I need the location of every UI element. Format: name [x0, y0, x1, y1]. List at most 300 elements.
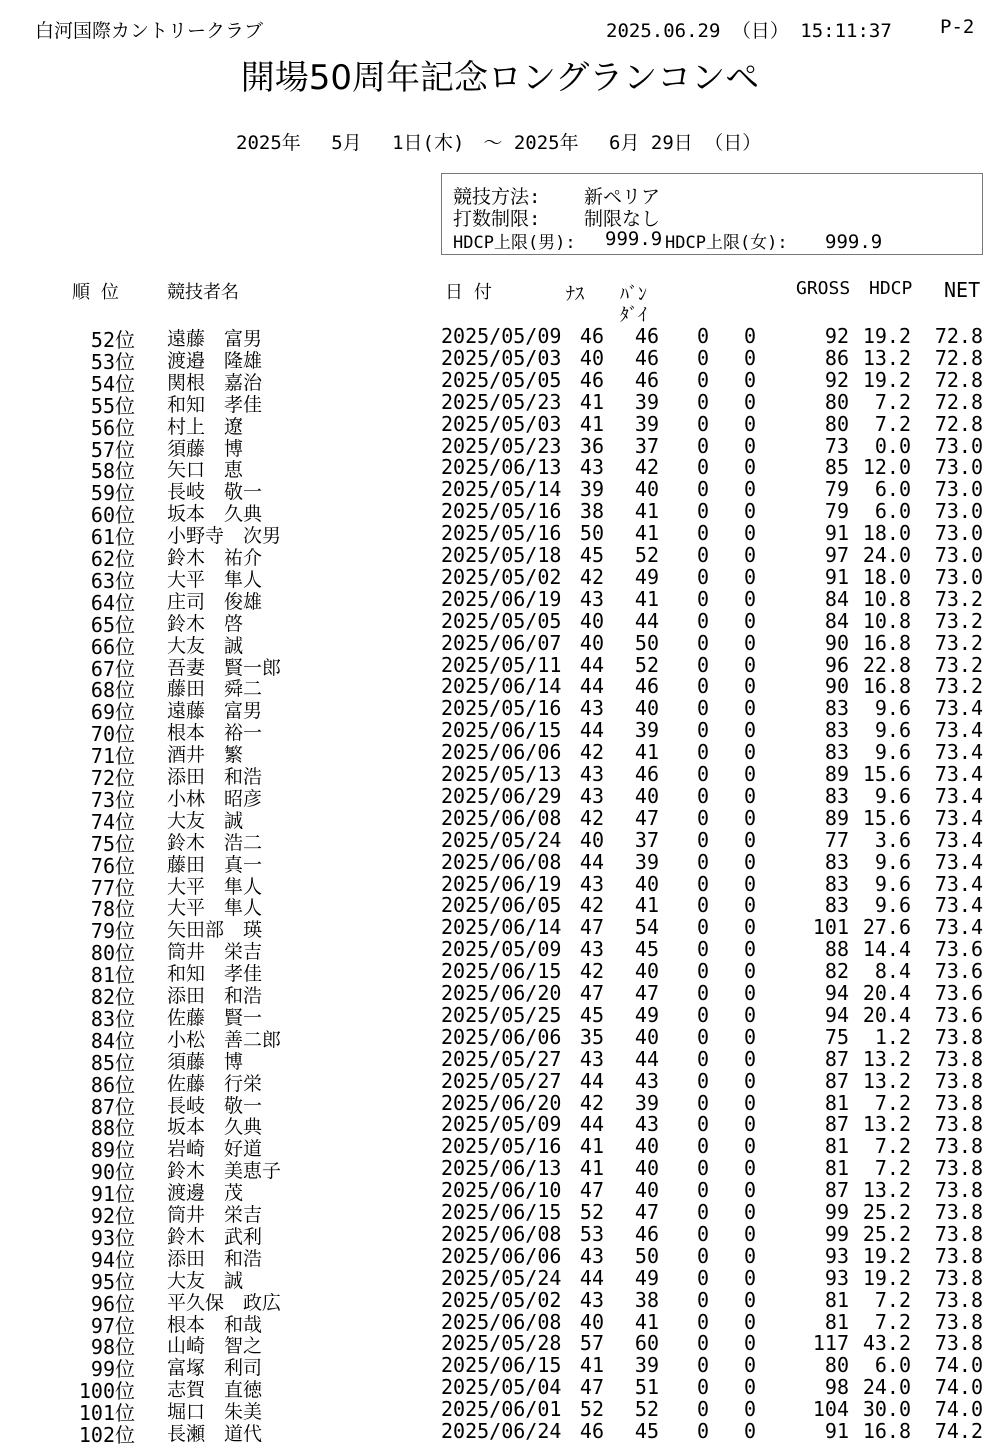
cell-rank: 69位	[90, 700, 135, 725]
table-row	[0, 1134, 1000, 1163]
cell-extra-1: 0	[696, 1353, 709, 1378]
cell-out: 38	[579, 499, 604, 524]
cell-extra-2: 0	[743, 915, 756, 940]
cell-extra-1: 0	[696, 718, 709, 743]
cell-net: 73.0	[934, 564, 983, 589]
cell-extra-2: 0	[743, 1309, 756, 1334]
cell-extra-2: 0	[743, 477, 756, 502]
cell-rank: 54位	[90, 371, 135, 396]
cell-name: 関根 嘉治	[167, 371, 263, 394]
cell-hdcp: 7.2	[874, 1156, 911, 1181]
cell-extra-2: 0	[743, 345, 756, 370]
cell-extra-1: 0	[696, 1090, 709, 1115]
cell-gross: 90	[824, 674, 849, 699]
cell-extra-1: 0	[696, 1397, 709, 1422]
cell-gross: 104	[812, 1397, 849, 1422]
hdcp-male-value: 999.9	[605, 228, 663, 250]
table-row	[0, 1265, 1000, 1294]
cell-in: 40	[634, 1024, 659, 1049]
cell-out: 43	[579, 696, 604, 721]
column-out: ﾅｽ	[566, 284, 584, 305]
cell-extra-1: 0	[696, 740, 709, 765]
cell-out: 46	[579, 1419, 604, 1443]
cell-extra-1: 0	[696, 981, 709, 1005]
cell-name: 和知 孝佳	[167, 393, 263, 416]
cell-out: 45	[579, 543, 604, 567]
cell-out: 57	[579, 1331, 604, 1356]
cell-date: 2025/06/06	[441, 1024, 562, 1049]
table-row	[0, 1397, 1000, 1426]
cell-gross: 85	[824, 455, 849, 480]
cell-name: 矢田部 瑛	[167, 919, 263, 942]
column-rank: 順 位	[72, 282, 119, 303]
cell-in: 46	[634, 762, 659, 786]
cell-extra-1: 0	[696, 849, 709, 874]
cell-out: 39	[579, 477, 604, 502]
cell-hdcp: 25.2	[862, 1221, 911, 1246]
cell-net: 73.8	[934, 1068, 983, 1093]
cell-rank: 97位	[90, 1313, 135, 1338]
cell-name: 根本 裕一	[167, 722, 263, 745]
table-row	[0, 324, 1000, 352]
cell-extra-2: 0	[743, 1024, 756, 1049]
cell-in: 39	[634, 389, 659, 414]
cell-hdcp: 9.6	[874, 893, 911, 918]
cell-hdcp: 7.2	[874, 1134, 911, 1159]
cell-date: 2025/06/19	[441, 871, 562, 896]
cell-rank: 84位	[90, 1028, 135, 1053]
cell-out: 44	[579, 1112, 604, 1137]
cell-net: 73.8	[934, 1090, 983, 1115]
cell-name: 小松 善二郎	[167, 1028, 282, 1051]
cell-rank: 79位	[90, 919, 135, 944]
cell-extra-2: 0	[743, 1397, 756, 1422]
cell-extra-2: 0	[743, 981, 756, 1005]
cell-name: 平久保 政広	[167, 1291, 282, 1314]
cell-name: 大平 隼人	[167, 568, 263, 591]
cell-gross: 101	[812, 915, 849, 940]
cell-gross: 117	[812, 1331, 849, 1356]
cell-out: 52	[579, 1200, 604, 1224]
table-row	[0, 696, 1000, 725]
cell-in: 40	[634, 1178, 659, 1203]
cell-gross: 90	[824, 630, 849, 655]
cell-in: 46	[634, 1221, 659, 1246]
cell-rank: 55位	[90, 393, 135, 418]
cell-net: 74.0	[934, 1353, 983, 1378]
cell-in: 40	[634, 477, 659, 502]
cell-date: 2025/05/23	[441, 389, 562, 414]
cell-extra-2: 0	[743, 1178, 756, 1203]
cell-in: 39	[634, 1353, 659, 1378]
cell-extra-2: 0	[743, 783, 756, 808]
cell-gross: 94	[824, 1002, 849, 1027]
table-row	[0, 805, 1000, 834]
cell-name: 鈴木 浩二	[167, 831, 263, 854]
cell-out: 42	[579, 805, 604, 830]
cell-date: 2025/06/24	[441, 1419, 562, 1443]
cell-extra-2: 0	[743, 1046, 756, 1071]
cell-extra-1: 0	[696, 1046, 709, 1071]
cell-net: 74.0	[934, 1375, 983, 1400]
cell-hdcp: 16.8	[862, 630, 911, 655]
cell-in: 47	[634, 1200, 659, 1224]
cell-name: 長瀬 道代	[167, 1423, 263, 1445]
cell-date: 2025/05/24	[441, 1265, 562, 1290]
cell-out: 41	[579, 1156, 604, 1181]
cell-hdcp: 3.6	[874, 827, 911, 852]
cell-name: 大友 誠	[167, 634, 244, 657]
cell-name: 渡邉 隆雄	[167, 349, 263, 372]
cell-rank: 100位	[78, 1379, 135, 1404]
cell-hdcp: 20.4	[862, 981, 911, 1005]
cell-name: 長岐 敬一	[167, 1094, 263, 1117]
cell-out: 43	[579, 762, 604, 786]
cell-gross: 91	[824, 1419, 849, 1443]
cell-rank: 85位	[90, 1050, 135, 1075]
cell-out: 47	[579, 915, 604, 940]
cell-date: 2025/05/25	[441, 1002, 562, 1027]
cell-gross: 81	[824, 1309, 849, 1334]
cell-out: 50	[579, 521, 604, 546]
table-row	[0, 740, 1000, 769]
cell-net: 73.0	[934, 499, 983, 524]
cell-net: 72.8	[934, 367, 983, 392]
cell-out: 43	[579, 1287, 604, 1312]
cell-in: 43	[634, 1068, 659, 1093]
cell-in: 41	[634, 740, 659, 765]
cell-gross: 91	[824, 564, 849, 589]
table-row	[0, 1221, 1000, 1250]
cell-date: 2025/05/05	[441, 367, 562, 392]
column-name: 競技者名	[167, 282, 239, 303]
cell-name: 佐藤 賢一	[167, 1006, 263, 1029]
cell-extra-1: 0	[696, 367, 709, 392]
cell-rank: 61位	[90, 525, 135, 550]
cell-extra-2: 0	[743, 1002, 756, 1027]
cell-hdcp: 9.6	[874, 871, 911, 896]
cell-rank: 65位	[90, 612, 135, 637]
cell-out: 43	[579, 586, 604, 611]
cell-rank: 77位	[90, 875, 135, 900]
cell-name: 志賀 直徳	[167, 1379, 263, 1402]
cell-gross: 83	[824, 783, 849, 808]
cell-in: 39	[634, 411, 659, 436]
cell-name: 藤田 真一	[167, 853, 263, 876]
cell-name: 添田 和浩	[167, 1247, 263, 1270]
cell-name: 藤田 舜二	[167, 678, 263, 701]
cell-rank: 88位	[90, 1116, 135, 1141]
cell-rank: 72位	[90, 766, 135, 790]
table-row	[0, 893, 1000, 922]
cell-in: 38	[634, 1287, 659, 1312]
cell-rank: 53位	[90, 349, 135, 374]
cell-extra-1: 0	[696, 937, 709, 962]
cell-rank: 57位	[90, 437, 135, 462]
cell-net: 73.0	[934, 521, 983, 546]
table-row	[0, 915, 1000, 944]
cell-extra-1: 0	[696, 871, 709, 896]
cell-date: 2025/06/15	[441, 959, 562, 984]
table-row	[0, 827, 1000, 856]
cell-out: 46	[579, 324, 604, 348]
cell-hdcp: 9.6	[874, 740, 911, 765]
cell-in: 44	[634, 1046, 659, 1071]
cell-extra-1: 0	[696, 1221, 709, 1246]
cell-gross: 81	[824, 1090, 849, 1115]
cell-hdcp: 13.2	[862, 1046, 911, 1071]
cell-hdcp: 13.2	[862, 1068, 911, 1093]
cell-extra-1: 0	[696, 389, 709, 414]
column-net: NET	[944, 278, 981, 302]
cell-net: 74.2	[934, 1419, 983, 1443]
cell-rank: 75位	[90, 831, 135, 856]
table-row	[0, 718, 1000, 747]
cell-in: 40	[634, 1156, 659, 1181]
cell-gross: 87	[824, 1178, 849, 1203]
cell-date: 2025/05/04	[441, 1375, 562, 1400]
cell-extra-2: 0	[743, 762, 756, 786]
cell-hdcp: 15.6	[862, 762, 911, 786]
cell-date: 2025/05/23	[441, 433, 562, 458]
cell-in: 41	[634, 586, 659, 611]
cell-date: 2025/06/14	[441, 915, 562, 940]
cell-name: 渡邊 茂	[167, 1182, 244, 1205]
cell-extra-1: 0	[696, 827, 709, 852]
cell-in: 43	[634, 1112, 659, 1137]
cell-in: 49	[634, 564, 659, 589]
cell-extra-1: 0	[696, 543, 709, 567]
cell-in: 40	[634, 1134, 659, 1159]
cell-date: 2025/06/05	[441, 893, 562, 918]
cell-extra-2: 0	[743, 1375, 756, 1400]
table-row	[0, 608, 1000, 637]
table-row	[0, 871, 1000, 900]
cell-gross: 83	[824, 740, 849, 765]
cell-date: 2025/06/01	[441, 1397, 562, 1422]
cell-out: 44	[579, 1068, 604, 1093]
cell-extra-2: 0	[743, 1134, 756, 1159]
cell-date: 2025/06/15	[441, 1353, 562, 1378]
cell-in: 49	[634, 1002, 659, 1027]
cell-net: 73.8	[934, 1200, 983, 1224]
table-row	[0, 783, 1000, 812]
cell-extra-2: 0	[743, 871, 756, 896]
cell-net: 73.2	[934, 608, 983, 633]
cell-hdcp: 10.8	[862, 608, 911, 633]
cell-rank: 94位	[90, 1247, 135, 1272]
cell-extra-1: 0	[696, 696, 709, 721]
cell-date: 2025/06/15	[441, 1200, 562, 1224]
cell-extra-2: 0	[743, 674, 756, 699]
cell-in: 39	[634, 718, 659, 743]
cell-hdcp: 16.8	[862, 1419, 911, 1443]
cell-gross: 81	[824, 1156, 849, 1181]
cell-date: 2025/06/29	[441, 783, 562, 808]
cell-out: 43	[579, 455, 604, 480]
cell-out: 42	[579, 740, 604, 765]
cell-gross: 83	[824, 718, 849, 743]
cell-hdcp: 7.2	[874, 389, 911, 414]
cell-date: 2025/06/20	[441, 1090, 562, 1115]
cell-out: 42	[579, 1090, 604, 1115]
cell-extra-1: 0	[696, 805, 709, 830]
cell-in: 40	[634, 959, 659, 984]
cell-gross: 80	[824, 1353, 849, 1378]
cell-rank: 95位	[90, 1269, 135, 1294]
cell-net: 73.8	[934, 1112, 983, 1137]
cell-name: 添田 和浩	[167, 766, 263, 788]
cell-hdcp: 7.2	[874, 1287, 911, 1312]
cell-extra-1: 0	[696, 411, 709, 436]
cell-gross: 96	[824, 652, 849, 677]
cell-extra-2: 0	[743, 1221, 756, 1246]
cell-name: 鈴木 武利	[167, 1225, 263, 1248]
cell-net: 73.6	[934, 959, 983, 984]
cell-gross: 87	[824, 1068, 849, 1093]
cell-gross: 83	[824, 871, 849, 896]
table-row	[0, 521, 1000, 550]
cell-extra-1: 0	[696, 499, 709, 524]
cell-in: 45	[634, 1419, 659, 1443]
cell-rank: 74位	[90, 809, 135, 834]
cell-name: 大平 隼人	[167, 875, 263, 898]
cell-out: 36	[579, 433, 604, 458]
table-row	[0, 433, 1000, 462]
cell-gross: 79	[824, 499, 849, 524]
cell-name: 佐藤 行栄	[167, 1072, 263, 1095]
table-row	[0, 455, 1000, 484]
cell-out: 47	[579, 981, 604, 1005]
cell-rank: 70位	[90, 722, 135, 747]
cell-hdcp: 19.2	[862, 367, 911, 392]
cell-extra-2: 0	[743, 433, 756, 458]
cell-name: 長岐 敬一	[167, 481, 263, 504]
cell-extra-1: 0	[696, 1178, 709, 1203]
cell-net: 73.2	[934, 586, 983, 611]
cell-name: 鈴木 啓	[167, 612, 244, 635]
table-row	[0, 499, 1000, 528]
cell-name: 岩崎 好道	[167, 1138, 263, 1161]
cell-net: 73.4	[934, 871, 983, 896]
cell-date: 2025/06/08	[441, 1221, 562, 1246]
cell-hdcp: 8.4	[874, 959, 911, 984]
cell-gross: 82	[824, 959, 849, 984]
cell-in: 41	[634, 521, 659, 546]
cell-gross: 97	[824, 543, 849, 567]
cell-net: 73.6	[934, 937, 983, 962]
cell-date: 2025/06/06	[441, 740, 562, 765]
cell-net: 73.2	[934, 630, 983, 655]
method-label: 競技方法:	[453, 186, 541, 208]
cell-date: 2025/05/09	[441, 324, 562, 348]
cell-in: 54	[634, 915, 659, 940]
cell-name: 庄司 俊雄	[167, 590, 263, 613]
cell-extra-2: 0	[743, 1156, 756, 1181]
method-value: 新ペリア	[584, 186, 661, 208]
cell-date: 2025/06/15	[441, 718, 562, 743]
cell-gross: 93	[824, 1265, 849, 1290]
cell-date: 2025/05/16	[441, 696, 562, 721]
cell-gross: 92	[824, 324, 849, 348]
cell-in: 46	[634, 367, 659, 392]
column-in-top: ﾊﾞﾝ	[620, 284, 647, 305]
cell-gross: 80	[824, 389, 849, 414]
cell-in: 40	[634, 783, 659, 808]
cell-gross: 75	[824, 1024, 849, 1049]
cell-rank: 60位	[90, 503, 135, 528]
cell-net: 73.4	[934, 827, 983, 852]
cell-rank: 82位	[90, 985, 135, 1009]
cell-date: 2025/06/13	[441, 455, 562, 480]
cell-extra-1: 0	[696, 608, 709, 633]
cell-gross: 83	[824, 893, 849, 918]
cell-rank: 52位	[90, 328, 135, 352]
cell-name: 酒井 繁	[167, 744, 244, 767]
table-row	[0, 586, 1000, 615]
cell-extra-2: 0	[743, 1331, 756, 1356]
cell-date: 2025/06/19	[441, 586, 562, 611]
table-row	[0, 411, 1000, 440]
cell-extra-2: 0	[743, 652, 756, 677]
column-hdcp: HDCP	[869, 278, 913, 299]
cell-date: 2025/06/07	[441, 630, 562, 655]
cell-net: 73.0	[934, 543, 983, 567]
cell-rank: 92位	[90, 1204, 135, 1228]
cell-hdcp: 20.4	[862, 1002, 911, 1027]
cell-hdcp: 1.2	[874, 1024, 911, 1049]
cell-hdcp: 12.0	[862, 455, 911, 480]
cell-date: 2025/05/16	[441, 521, 562, 546]
cell-rank: 81位	[90, 963, 135, 988]
cell-name: 須藤 博	[167, 437, 244, 460]
cell-out: 41	[579, 1353, 604, 1378]
cell-hdcp: 13.2	[862, 1178, 911, 1203]
cell-out: 40	[579, 827, 604, 852]
cell-name: 大友 誠	[167, 809, 244, 832]
cell-rank: 68位	[90, 678, 135, 703]
cell-extra-2: 0	[743, 411, 756, 436]
table-row	[0, 849, 1000, 878]
cell-gross: 80	[824, 411, 849, 436]
cell-date: 2025/05/05	[441, 608, 562, 633]
cell-name: 遠藤 富男	[167, 700, 263, 723]
cell-net: 72.8	[934, 389, 983, 414]
cell-name: 小林 昭彦	[167, 787, 263, 810]
cell-extra-1: 0	[696, 345, 709, 370]
cell-net: 73.4	[934, 696, 983, 721]
cell-extra-1: 0	[696, 477, 709, 502]
cell-in: 51	[634, 1375, 659, 1400]
cell-date: 2025/06/08	[441, 805, 562, 830]
cell-gross: 81	[824, 1287, 849, 1312]
cell-net: 73.8	[934, 1309, 983, 1334]
cell-rank: 63位	[90, 568, 135, 593]
cell-extra-2: 0	[743, 1287, 756, 1312]
cell-net: 73.4	[934, 740, 983, 765]
cell-net: 73.4	[934, 805, 983, 830]
cell-in: 37	[634, 433, 659, 458]
cell-extra-1: 0	[696, 1156, 709, 1181]
cell-hdcp: 19.2	[862, 1265, 911, 1290]
cell-out: 42	[579, 564, 604, 589]
cell-name: 坂本 久典	[167, 1116, 263, 1139]
cell-net: 73.8	[934, 1221, 983, 1246]
cell-out: 52	[579, 1397, 604, 1422]
cell-rank: 67位	[90, 656, 135, 681]
cell-extra-2: 0	[743, 455, 756, 480]
cell-rank: 66位	[90, 634, 135, 659]
